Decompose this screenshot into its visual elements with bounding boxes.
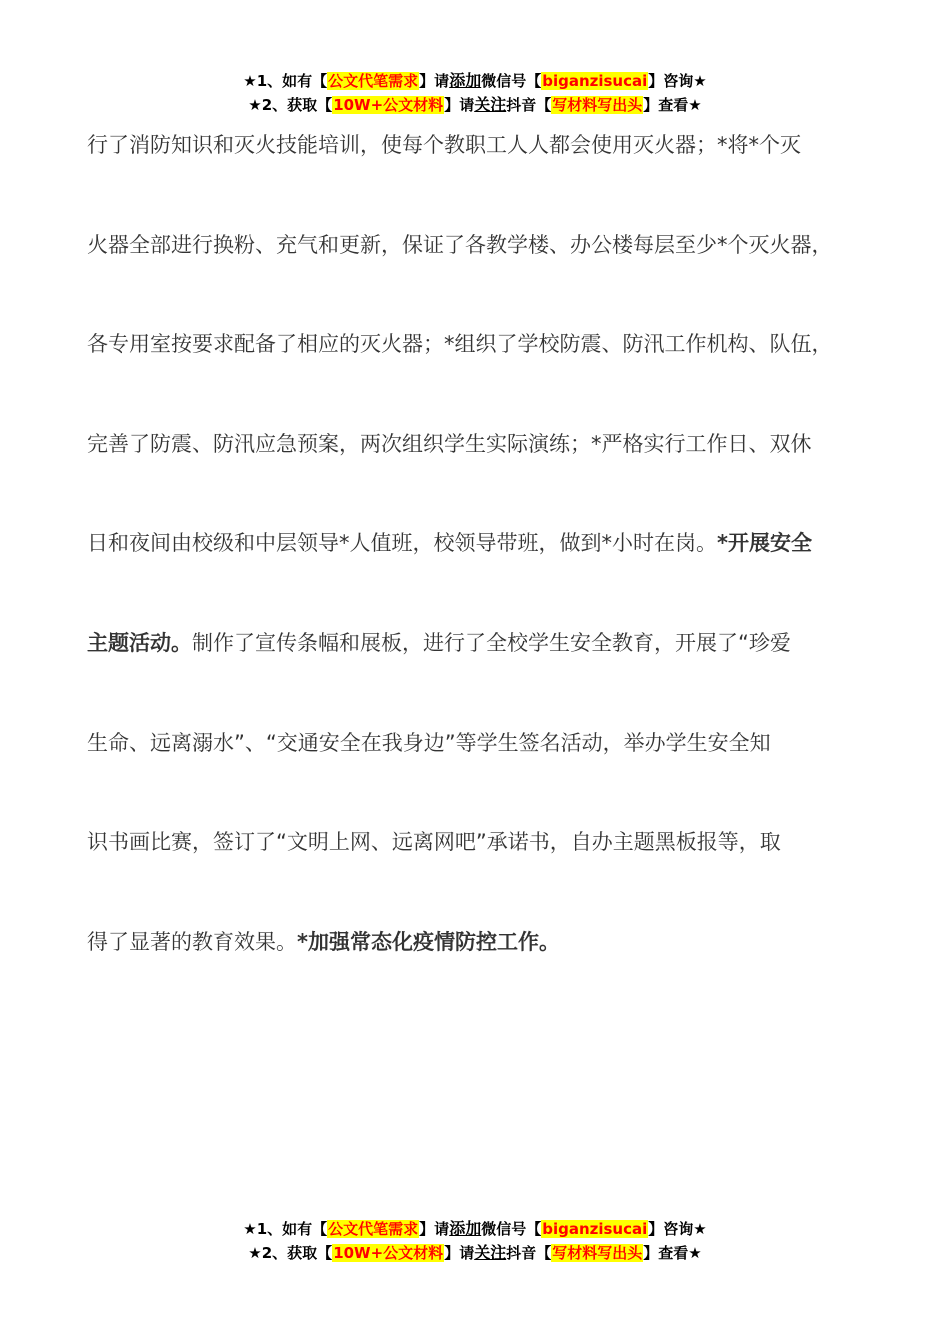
footer-line-2-douyin-label: 抖音【 [506, 1244, 552, 1262]
footer-line-2-text: 】请 [444, 1244, 475, 1262]
footer-line-2 [0, 1241, 950, 1265]
footer-line-2-prefix: ★2、获取【 [248, 1244, 333, 1262]
header-highlight-materials: 10W+公文材料 [333, 96, 444, 114]
document-body [87, 126, 887, 1022]
body-line-9-text: 得了显著的教育效果。 [87, 929, 297, 954]
body-line-2: 火器全部进行换粉、充气和更新，保证了各教学楼、办公楼每层至少*个灭火器， [87, 232, 833, 257]
header-highlight-service: 公文代笔需求 [328, 72, 419, 90]
footer-underline-add: 添加 [449, 1219, 482, 1238]
footer-line-1-prefix: ★1、如有【 [243, 1220, 328, 1238]
section-heading-epidemic-prevention: *加强常态化疫情防控工作。 [297, 929, 560, 954]
body-line-9 [87, 923, 887, 1023]
header-underline-add: 添加 [449, 71, 482, 90]
header-underline-follow: 关注 [474, 95, 507, 114]
footer-line-1 [0, 1217, 950, 1241]
footer-line-1-wechat-label: 微信号【 [481, 1220, 542, 1238]
header-line-1-text: 】请 [419, 72, 450, 90]
footer-underline-follow: 关注 [474, 1243, 507, 1262]
footer-highlight-douyin-account: 写材料写出头 [552, 1244, 643, 1262]
footer-highlight-service: 公文代笔需求 [328, 1220, 419, 1238]
body-line-1: 行了消防知识和灭火技能培训，使每个教职工人人都会使用灭火器；*将*个灭 [87, 133, 801, 157]
header-line-2-suffix: 】查看★ [643, 96, 702, 114]
footer-line-1-suffix: 】咨询★ [648, 1220, 707, 1238]
footer-line-2-suffix: 】查看★ [643, 1244, 702, 1262]
body-line-5-text: 日和夜间由校级和中层领导*人值班，校领导带班，做到*小时在岗。 [87, 531, 717, 556]
footer-banner [0, 1217, 950, 1265]
header-line-2-prefix: ★2、获取【 [248, 96, 333, 114]
header-line-2-text: 】请 [444, 96, 475, 114]
body-line-4: 完善了防震、防汛应急预案，两次组织学生实际演练；*严格实行工作日、双休 [87, 431, 812, 456]
body-line-8: 识书画比赛，签订了“文明上网、远离网吧”承诺书，自办主题黑板报等，取 [87, 830, 781, 855]
header-line-1-prefix: ★1、如有【 [243, 72, 328, 90]
body-line-5 [87, 524, 887, 624]
body-line-6-text: 制作了宣传条幅和展板，进行了全校学生安全教育，开展了“珍爱 [192, 630, 791, 655]
body-line-3: 各专用室按要求配备了相应的灭火器；*组织了学校防震、防汛工作机构、队伍， [87, 332, 833, 357]
footer-highlight-wechat-id: biganzisucai [542, 1220, 648, 1238]
body-line-6 [87, 624, 887, 724]
header-banner [0, 69, 950, 117]
footer-line-1-text: 】请 [419, 1220, 450, 1238]
header-highlight-douyin-account: 写材料写出头 [552, 96, 643, 114]
body-line-7: 生命、远离溺水”、“交通安全在我身边”等学生签名活动，举办学生安全知 [87, 730, 771, 755]
header-line-1 [0, 69, 950, 93]
header-line-1-suffix: 】咨询★ [648, 72, 707, 90]
header-highlight-wechat-id: biganzisucai [542, 72, 648, 90]
footer-highlight-materials: 10W+公文材料 [333, 1244, 444, 1262]
section-heading-safety-activities: *开展安全 [717, 531, 812, 556]
header-line-2 [0, 93, 950, 117]
header-line-2-douyin-label: 抖音【 [506, 96, 552, 114]
header-line-1-wechat-label: 微信号【 [481, 72, 542, 90]
section-heading-safety-activities-cont: 主题活动。 [87, 630, 192, 655]
